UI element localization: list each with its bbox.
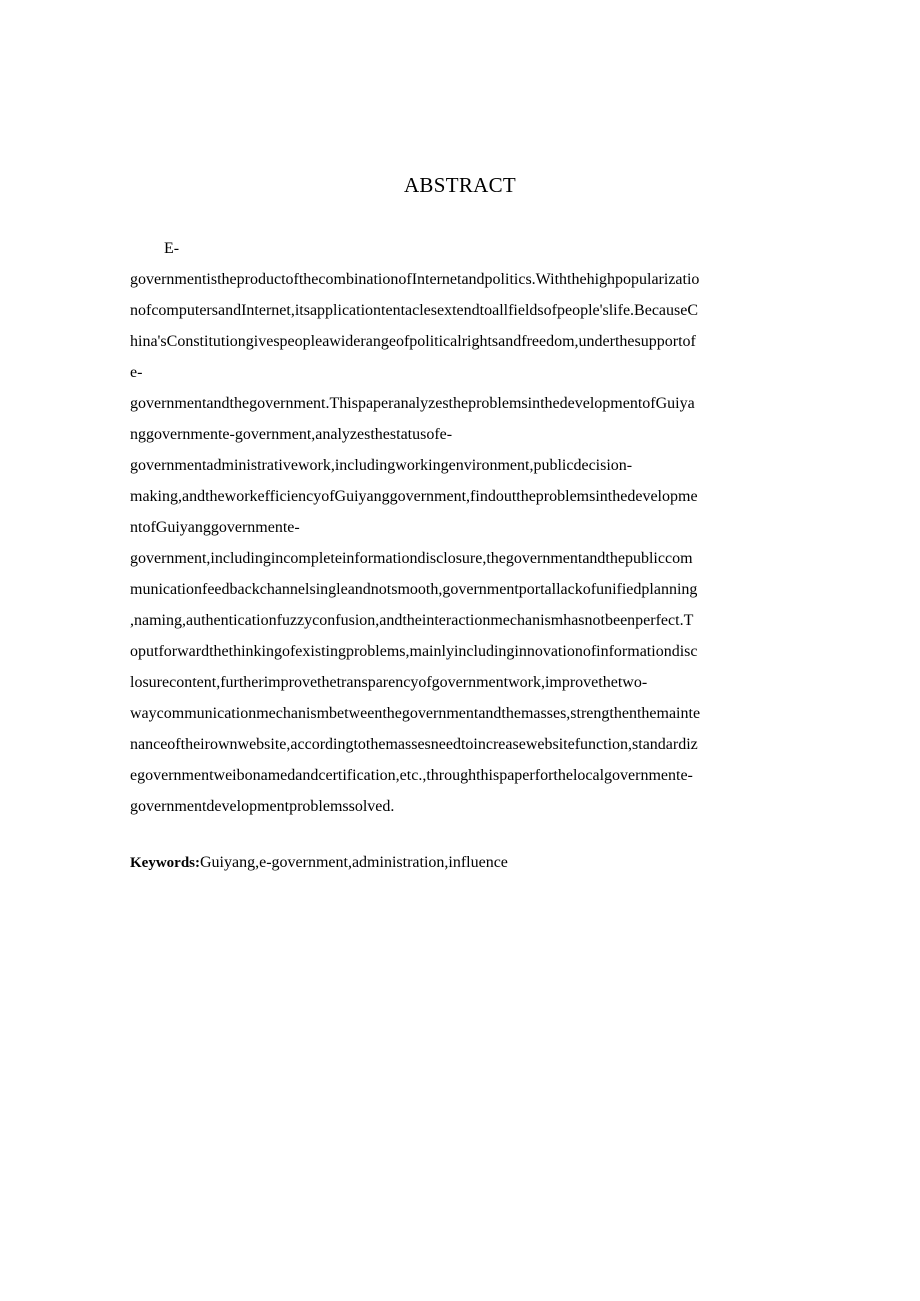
abstract-title: ABSTRACT: [403, 173, 517, 197]
abstract-line: nanceoftheirownwebsite,accordingtothemassesneedtoincreasewebsitefunction,standardiz: [130, 736, 698, 753]
abstract-body: [130, 233, 792, 822]
abstract-line: losurecontent,furtherimprovethetransparencyofgovernmentwork,improvethetwo-: [130, 674, 648, 691]
abstract-line: governmentdevelopmentproblemssolved.: [130, 798, 395, 815]
abstract-line: ntofGuiyanggovernmente-: [130, 519, 300, 536]
abstract-line: waycommunicationmechanismbetweenthegovernmentandthemasses,strengthenthemainte: [130, 705, 701, 722]
abstract-line: governmentandthegovernment.ThispaperanalyzestheproblemsinthedevelopmentofGuiya: [130, 395, 695, 412]
abstract-line: e-: [130, 364, 143, 381]
abstract-line: ,naming,authenticationfuzzyconfusion,andtheinteractionmechanismhasnotbeenperfect.T: [130, 612, 694, 629]
abstract-line: making,andtheworkefficiencyofGuiyanggovernment,findouttheproblemsinthedevelopme: [130, 488, 698, 505]
abstract-line: government,includingincompleteinformationdisclosure,thegovernmentandthepubliccom: [130, 550, 693, 567]
keywords-line: [130, 851, 792, 875]
abstract-line: E-: [164, 240, 180, 257]
abstract-line: nggovernmente-government,analyzesthestatusofe-: [130, 426, 453, 443]
abstract-line: egovernmentweibonamedandcertification,etc.,throughthispaperforthelocalgovernmente-: [130, 767, 693, 784]
abstract-line: oputforwardthethinkingofexistingproblems,mainlyincludinginnovationofinformationdisc: [130, 643, 698, 660]
abstract-line: nofcomputersandInternet,itsapplicationtentaclesextendtoallfieldsofpeople'slife.BecauseC: [130, 302, 699, 319]
abstract-line: governmentistheproductofthecombinationofInternetandpolitics.Withthehighpopularizatio: [130, 271, 700, 288]
abstract-line: hina'sConstitutiongivespeopleawiderangeofpoliticalrightsandfreedom,underthesupportof: [130, 333, 696, 350]
keywords-value: Guiyang,e-government,administration,influence: [200, 854, 508, 871]
abstract-line: governmentadministrativework,includingworkingenvironment,publicdecision-: [130, 457, 633, 474]
keywords-label: Keywords:: [130, 855, 200, 871]
abstract-line: municationfeedbackchannelsingleandnotsmooth,governmentportallackofunifiedplanning: [130, 581, 698, 598]
